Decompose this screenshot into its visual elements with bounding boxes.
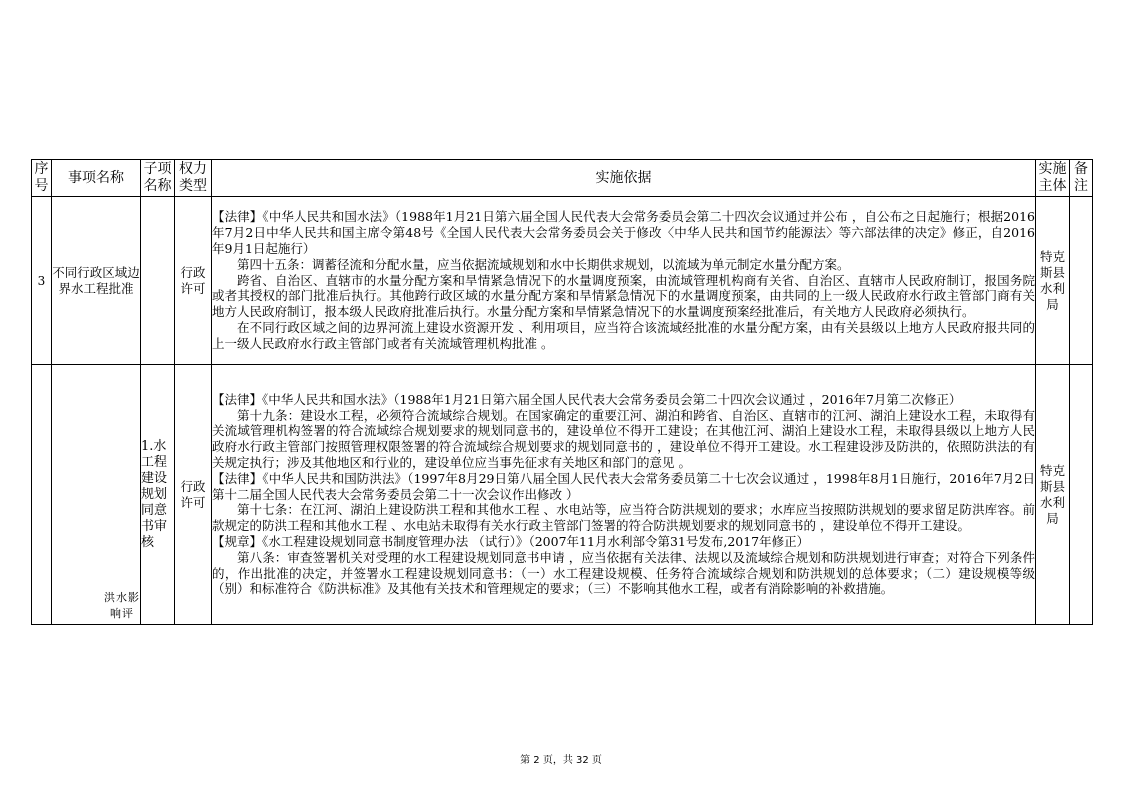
row-subject: 特克斯县水利局 xyxy=(1036,365,1070,625)
table-row xyxy=(32,365,1093,625)
row-sub-item xyxy=(141,197,175,365)
basis-paragraph: 在不同行政区域之间的边界河流上建设水资源开发 、利用项目，应当符合该流域经批准的水量分配方案，由有关县级以上地方人民政府报共同的上一级人民政府水行政主管部门或者有关流域管理机构批准 。 xyxy=(212,319,1035,351)
header-row xyxy=(32,160,1093,197)
row-remark xyxy=(1070,197,1093,365)
header-basis: 实施依据 xyxy=(212,160,1036,197)
item-name-cut-text: 洪水影响评 xyxy=(104,591,140,620)
page-footer: 第 2 页，共 32 页 xyxy=(520,755,602,766)
row-seq: 3 xyxy=(32,197,52,365)
row-remark xyxy=(1070,365,1093,625)
header-power-type: 权力类型 xyxy=(175,160,212,197)
row-sub-item: 1.水工程建设规划同意书审核 xyxy=(141,365,175,625)
basis-paragraph: 【法律】《中华人民共和国防洪法》（1997年8月29日第八届全国人民代表大会常务委员第二十七次会议通过 ，1998年8月1日施行，2016年7月2日第十二届全国人民代表大会常务委员会第二十一次会议作出修改 ） xyxy=(212,470,1035,502)
row-basis xyxy=(212,197,1036,365)
basis-paragraph: 第八条：审查签署机关对受理的水工程建设规划同意书申请 ，应当依据有关法律、法规以及流域综合规划和防洪规划进行审查；对符合下列条件的，作出批准的决定，并签署水工程建设规划同意书：（一）水工程建设规模、任务符合流域综合规划和防洪规划的总体要求；（二）建设规模等级（别）和标准符合《防洪标准》及其他有关技术和管理规定的要求；（三）不影响其他水工程，或者有消除影响的补救措施。 xyxy=(212,549,1035,597)
table-row xyxy=(32,197,1093,365)
header-sub-item: 子项名称 xyxy=(141,160,175,197)
header-subject: 实施主体 xyxy=(1036,160,1070,197)
header-seq: 序号 xyxy=(32,160,52,197)
basis-paragraph: 【规章】《水工程建设规划同意书制度管理办法 （试行）》（2007年11月水利部令第31号发布,2017年修正） xyxy=(212,533,810,549)
row-seq xyxy=(32,365,52,625)
basis-paragraph: 第十七条：在江河、湖泊上建设防洪工程和其他水工程 、水电站等，应当符合防洪规划的要求；水库应当按照防洪规划的要求留足防洪库容。前款规定的防洪工程和其他水工程 、水电站未取得有关水行政主管部门签署的符合防洪规划要求的规划同意书的 ，建设单位不得开工建设。 xyxy=(212,502,1035,534)
row-basis xyxy=(212,365,1036,625)
row-subject: 特克斯县水利局 xyxy=(1036,197,1070,365)
authority-table xyxy=(31,159,1093,625)
row-power-type: 行政许可 xyxy=(175,197,212,365)
basis-paragraph: 跨省、自治区、直辖市的水量分配方案和旱情紧急情况下的水量调度预案，由流域管理机构商有关省、自治区、直辖市人民政府制订，报国务院或者其授权的部门批准后执行。其他跨行政区域的水量分配方案和旱情紧急情况下的水量调度预案，由共同的上一级人民政府水行政主管部门商有关地方人民政府制订，报本级人民政府批准后执行。水量分配方案和旱情紧急情况下的水量调度预案经批准后，有关地方人民政府必须执行。 xyxy=(212,272,1035,320)
basis-paragraph: 【法律】《中华人民共和国水法》（1988年1月21日第六届全国人民代表大会常务委员会第二十四次会议通过 ，2016年7月第二次修正） xyxy=(212,391,962,407)
basis-paragraph: 【法律】《中华人民共和国水法》（1988年1月21日第六届全国人民代表大会常务委员会第二十四次会议通过并公布 ，自公布之日起施行；根据2016年7月2日中华人民共和国主席令第48号《全国人民代表大会常务委员会关于修改〈中华人民共和国节约能源法〉等六部法律的决定》修正，自2016年9月1日起施行） xyxy=(212,209,1035,256)
row-power-type: 行政许可 xyxy=(175,365,212,625)
row-item-name xyxy=(52,365,141,625)
basis-paragraph: 第四十五条：调蓄径流和分配水量，应当依据流域规划和水中长期供求规划，以流域为单元制定水量分配方案。 xyxy=(237,256,850,272)
row-item-name: 不同行政区域边界水工程批准 xyxy=(52,197,141,365)
basis-paragraph: 第十九条：建设水工程，必须符合流域综合规划。在国家确定的重要江河、湖泊和跨省、自治区、直辖市的江河、湖泊上建设水工程，未取得有关流域管理机构签署的符合流域综合规划要求的规划同意书的，建设单位不得开工建设；在其他江河、湖泊上建设水工程，未取得县级以上地方人民政府水行政主管部门按照管理权限签署的符合流域综合规划要求的规划同意书的 ，建设单位不得开工建设。水工程建设涉及防洪的，依照防洪法的有关规定执行；涉及其他地区和行业的，建设单位应当事先征求有关地区和部门的意见 。 xyxy=(212,407,1035,470)
header-item-name: 事项名称 xyxy=(52,160,141,197)
header-remark: 备注 xyxy=(1070,160,1093,197)
